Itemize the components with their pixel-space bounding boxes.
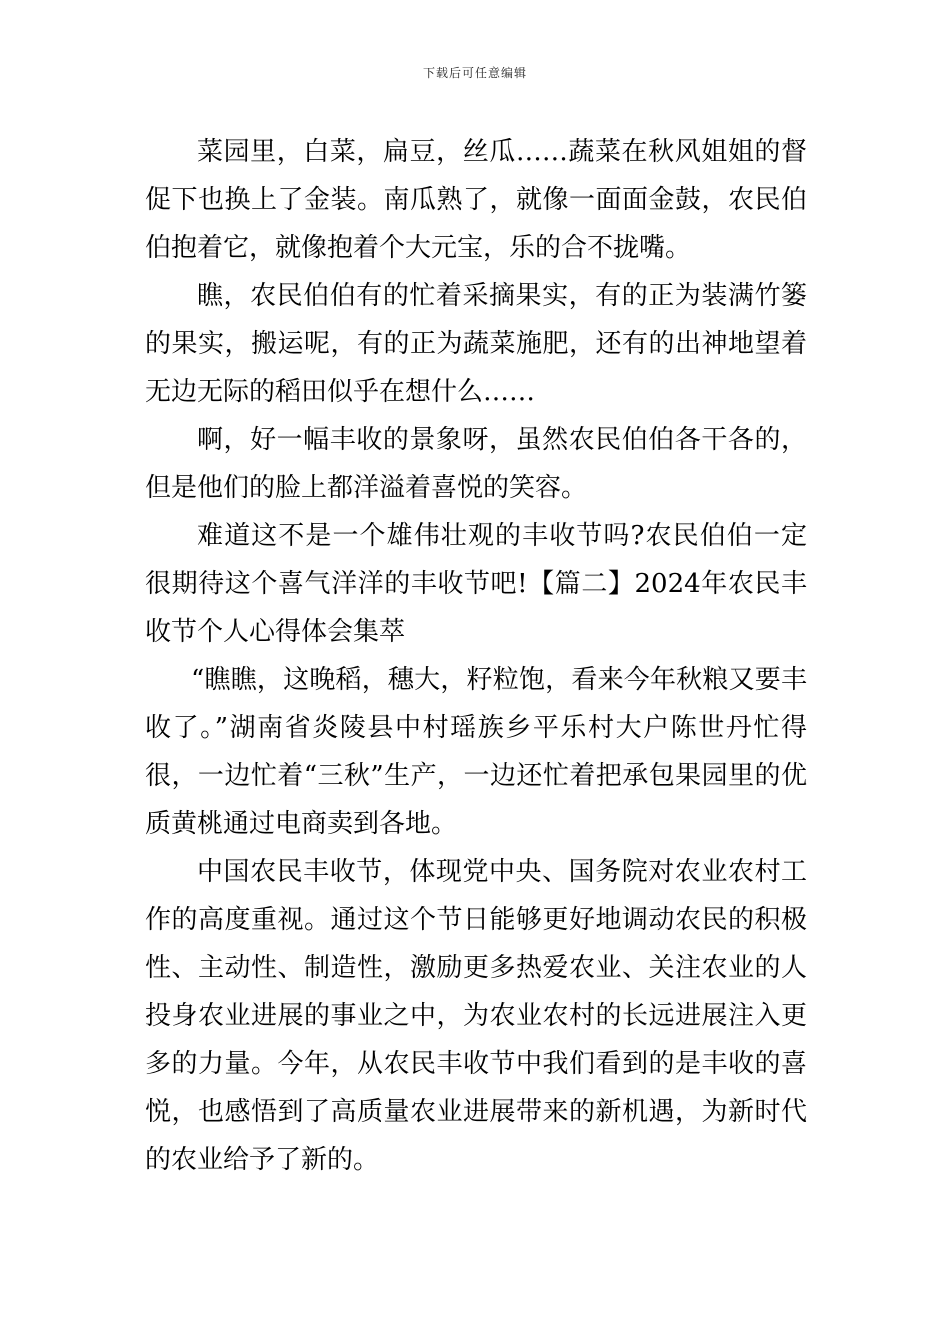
paragraph-vegetable-garden: 菜园里，白菜，扁豆，丝瓜……蔬菜在秋风姐姐的督促下也换上了金装。南瓜熟了，就像一面面金鼓，农民伯伯抱着它，就像抱着个大元宝，乐的合不拢嘴。 bbox=[145, 137, 807, 263]
paragraph-harvest-festival: 难道这不是一个雄伟壮观的丰收节吗?农民伯伯一定很期待这个喜气洋洋的丰收节吧!【篇二】2024年农民丰收节个人心得体会集萃 bbox=[145, 521, 807, 647]
paragraph-harvest-scene: 啊，好一幅丰收的景象呀，虽然农民伯伯各干各的，但是他们的脸上都洋溢着喜悦的笑容。 bbox=[145, 425, 807, 503]
paragraph-farmers-working: 瞧，农民伯伯有的忙着采摘果实，有的正为装满竹篓的果实，搬运呢，有的正为蔬菜施肥，还有的出神地望着无边无际的稻田似乎在想什么…… bbox=[145, 281, 807, 407]
document-body bbox=[145, 128, 807, 1184]
paragraph-festival-significance: 中国农民丰收节，体现党中央、国务院对农业农村工作的高度重视。通过这个节日能够更好地调动农民的积极性、主动性、制造性，激励更多热爱农业、关注农业的人投身农业进展的事业之中，为农业农村的长远进展注入更多的力量。今年，从农民丰收节中我们看到的是丰收的喜悦，也感悟到了高质量农业进展带来的新机遇，为新时代的农业给予了新的。 bbox=[145, 857, 807, 1175]
paragraph-quote-chen-shidan: “瞧瞧，这晚稻，穗大，籽粒饱，看来今年秋粮又要丰收了。”湖南省炎陵县中村瑶族乡平乐村大户陈世丹忙得很，一边忙着“三秋”生产，一边还忙着把承包果园里的优质黄桃通过电商卖到各地。 bbox=[145, 665, 807, 839]
page-header-note: 下载后可任意编辑 bbox=[422, 66, 527, 80]
